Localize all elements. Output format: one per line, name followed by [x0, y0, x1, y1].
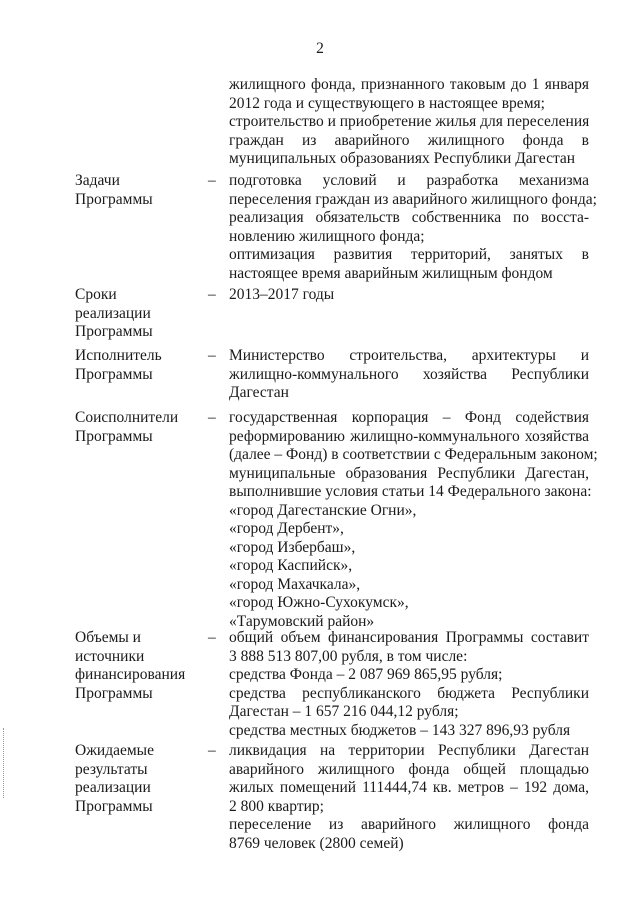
- label-line: Исполнитель: [75, 347, 162, 364]
- content-line: новлению жилищного фонда;: [229, 227, 425, 245]
- content-line: средства Фонда – 2 087 969 865,95 рубля;: [229, 666, 503, 683]
- section-content: [229, 286, 589, 305]
- section-label: [75, 172, 200, 209]
- content-line: ликвидация на территории Республики Дагестан: [229, 742, 589, 759]
- content-line: реформированию жилищно-коммунального хозяйства: [229, 427, 589, 445]
- content-line: средства местных бюджетов – 143 327 896,93 рубля: [229, 721, 571, 739]
- content-line: «Тарумовский район»: [229, 612, 375, 630]
- content-line: государственная корпорация – Фонд содействия: [229, 409, 589, 426]
- content-line: «город Каспийск»,: [229, 557, 353, 574]
- scan-edge-marks: [3, 728, 8, 798]
- content-line: подготовка условий и разработка механизма: [229, 172, 589, 189]
- label-line: Сроки: [75, 286, 117, 303]
- label-line: реализации: [75, 304, 151, 322]
- intro-line: строительство и приобретение жилья для переселения: [229, 113, 590, 130]
- section-dash: –: [208, 409, 216, 426]
- section-label: [75, 347, 200, 384]
- label-line: Программы: [75, 427, 153, 445]
- content-line: настоящее время аварийным жилищным фондом: [229, 264, 553, 282]
- content-line: 8769 человек (2800 семей): [229, 834, 404, 852]
- section-dash: –: [208, 172, 216, 189]
- content-line: жилых помещений 111444,74 кв. метров – 192 дома,: [229, 779, 589, 796]
- label-line: Задачи: [75, 172, 120, 189]
- label-line: Программы: [75, 190, 153, 208]
- section-content: [229, 742, 589, 853]
- section-label: [75, 409, 200, 446]
- content-line: жилищно-коммунального хозяйства Республики: [229, 365, 589, 383]
- label-line: Ожидаемые: [75, 742, 154, 759]
- label-line: Программы: [75, 684, 153, 702]
- content-line: Дагестан – 1 657 216 044,12 рубля;: [229, 703, 459, 720]
- section-dash: –: [208, 347, 216, 364]
- content-line: 2 800 квартир;: [229, 797, 324, 815]
- content-line: «город Махачкала»,: [229, 575, 361, 593]
- content-line: муниципальные образования Республики Дагестан,: [229, 464, 589, 482]
- label-line: источники: [75, 647, 145, 665]
- content-line: переселение из аварийного жилищного фонда: [229, 816, 589, 833]
- label-line: реализации: [75, 779, 151, 796]
- content-line: переселения граждан из аварийного жилищного фонда;: [229, 190, 597, 208]
- page-number: 2: [316, 40, 324, 57]
- label-line: Программы: [75, 365, 153, 383]
- section-label: [75, 286, 200, 342]
- section-dash: –: [208, 742, 216, 759]
- label-line: Соисполнители: [75, 409, 179, 426]
- intro-continuation: [229, 76, 589, 169]
- intro-line: граждан из аварийного жилищного фонда в: [229, 131, 589, 149]
- content-line: Министерство строительства, архитектуры и: [229, 347, 589, 364]
- content-line: выполнившие условия статьи 14 Федерального закона:: [229, 483, 592, 500]
- intro-line: 2012 года и существующего в настоящее время;: [229, 94, 545, 112]
- section-label: [75, 742, 200, 816]
- label-line: результаты: [75, 760, 148, 778]
- content-line: Дагестан: [229, 384, 289, 401]
- content-line: «город Избербаш»,: [229, 538, 356, 556]
- content-line: «город Дербент»,: [229, 520, 344, 537]
- content-line: 3 888 513 807,00 рубля, в том числе:: [229, 647, 468, 665]
- content-line: средства республиканского бюджета Республики: [229, 684, 589, 702]
- content-line: «город Южно-Сухокумск»,: [229, 594, 409, 611]
- label-line: Программы: [75, 797, 153, 815]
- content-line: «город Дагестанские Огни»,: [229, 501, 417, 519]
- content-line: общий объем финансирования Программы составит: [229, 629, 589, 646]
- label-line: Программы: [75, 323, 153, 340]
- label-line: Объемы и: [75, 629, 141, 646]
- content-line: реализация обязательств собственника по восста-: [229, 209, 589, 226]
- content-line: (далее – Фонд) в соответствии с Федеральным законом;: [229, 446, 598, 463]
- intro-line: жилищного фонда, признанного таковым до 1 января: [229, 76, 589, 93]
- section-label: [75, 629, 200, 703]
- intro-line: муниципальных образованиях Республики Дагестан: [229, 150, 576, 167]
- section-content: [229, 409, 598, 631]
- section-content: [229, 629, 589, 740]
- section-content: [229, 347, 589, 403]
- label-line: финансирования: [75, 666, 186, 683]
- section-dash: –: [208, 629, 216, 646]
- section-content: [229, 172, 597, 283]
- content-line: 2013–2017 годы: [229, 286, 335, 303]
- content-line: аварийного жилищного фонда общей площадью: [229, 760, 589, 778]
- content-line: оптимизация развития территорий, занятых в: [229, 246, 589, 263]
- section-dash: –: [208, 286, 216, 303]
